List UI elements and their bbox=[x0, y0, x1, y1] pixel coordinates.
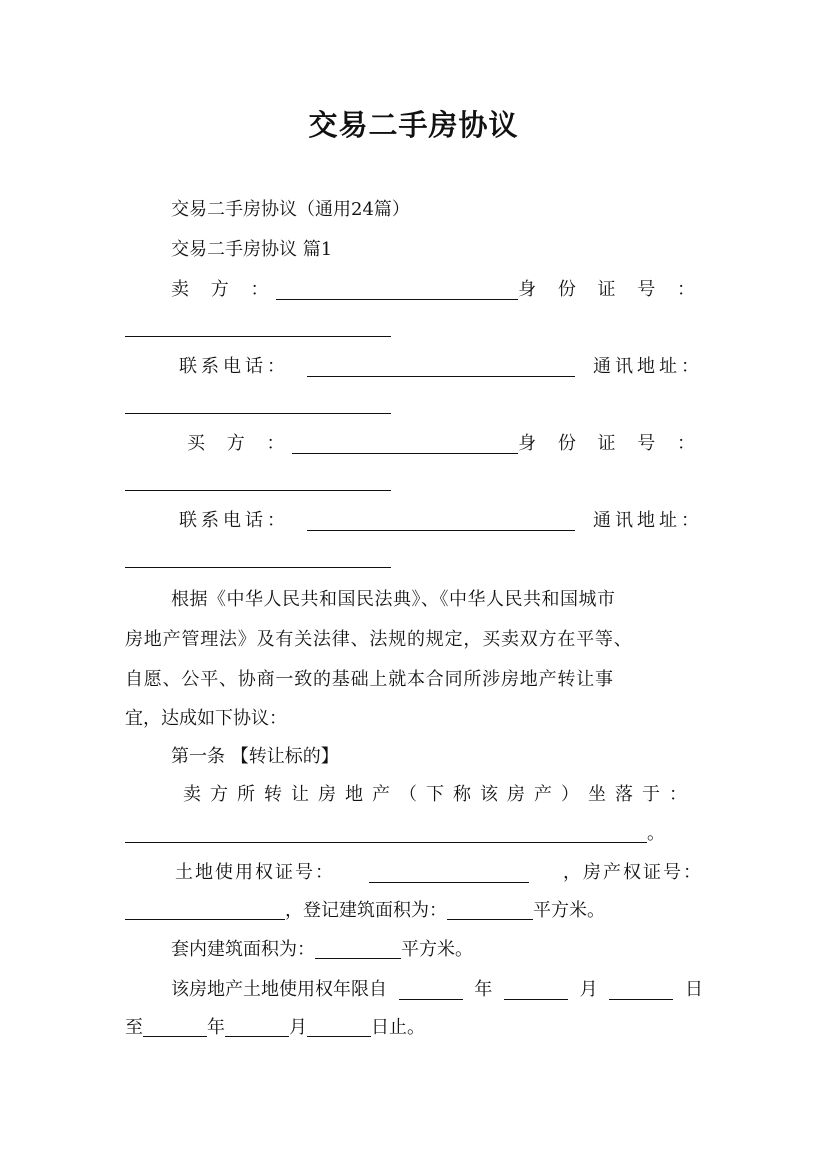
body-paragraph-line: 房地产管理法》及有关法律、法规的规定，买卖双方在平等、 bbox=[125, 629, 633, 650]
seller-phone-blank bbox=[307, 357, 575, 377]
seller-address-label: 通讯地址： bbox=[593, 356, 703, 377]
term-line bbox=[125, 970, 703, 1010]
body-paragraph-line: 宜，达成如下协议： bbox=[125, 708, 287, 729]
body-paragraph-line: 自愿、公平、协商一致的基础上就本合同所涉房地产转让事 bbox=[125, 669, 614, 690]
buyer-label: 买 方 ： bbox=[187, 433, 293, 454]
inner-area-blank bbox=[315, 939, 401, 959]
sqm-unit: 平方米。 bbox=[533, 900, 605, 921]
article-heading: 第一条 【转让标的】 bbox=[171, 746, 339, 767]
location-label: 卖方所转让房地产（下称该房产）坐落于： bbox=[183, 784, 696, 805]
buyer-id-blank bbox=[125, 471, 391, 491]
cert-line bbox=[125, 853, 703, 893]
seller-id-blank bbox=[125, 317, 391, 337]
document-title: 交易二手房协议 bbox=[308, 108, 519, 142]
buyer-line bbox=[125, 424, 703, 464]
buyer-address-line bbox=[125, 539, 703, 579]
term-end-line bbox=[125, 1008, 703, 1048]
document-subtitle: 交易二手房协议（通用24篇） bbox=[171, 199, 410, 220]
inner-area-label: 套内建筑面积为： bbox=[171, 939, 315, 960]
location-end: 。 bbox=[647, 823, 665, 844]
buyer-phone-blank bbox=[307, 511, 575, 531]
day-label: 日 bbox=[684, 979, 703, 1000]
year-label: 年 bbox=[474, 979, 493, 1000]
location-line bbox=[125, 814, 703, 854]
term-end-year-blank bbox=[143, 1017, 207, 1037]
seller-contact-line bbox=[125, 347, 703, 387]
property-cert-blank bbox=[125, 900, 285, 920]
seller-address-blank bbox=[125, 394, 391, 414]
buyer-id-label: 身 份 证 号 ： bbox=[518, 433, 703, 454]
term-end-month-blank bbox=[225, 1017, 289, 1037]
land-cert-blank bbox=[369, 863, 529, 883]
year-label: 年 bbox=[207, 1017, 225, 1038]
property-cert-label: ，房产权证号： bbox=[563, 862, 703, 883]
body-paragraph-line: 根据《中华人民共和国民法典》、《中华人民共和国城市 bbox=[171, 589, 616, 610]
inner-area-line bbox=[125, 930, 749, 970]
seller-line bbox=[125, 270, 703, 310]
area-line bbox=[125, 891, 703, 931]
buyer-address-blank bbox=[125, 548, 391, 568]
term-start-month-blank bbox=[504, 980, 568, 1000]
seller-name-blank bbox=[276, 280, 518, 300]
term-start-day-blank bbox=[609, 980, 673, 1000]
section-heading: 交易二手房协议 篇1 bbox=[171, 239, 333, 260]
reg-area-blank bbox=[447, 900, 533, 920]
buyer-contact-line bbox=[125, 501, 703, 541]
buyer-address-label: 通讯地址： bbox=[593, 510, 703, 531]
reg-area-label: ，登记建筑面积为： bbox=[285, 900, 447, 921]
seller-id-line bbox=[125, 308, 703, 348]
month-label: 月 bbox=[579, 979, 598, 1000]
to-label: 至 bbox=[125, 1017, 143, 1038]
buyer-phone-label: 联系电话： bbox=[179, 510, 289, 531]
land-cert-label: 土地使用权证号： bbox=[175, 862, 335, 883]
seller-phone-label: 联系电话： bbox=[179, 356, 289, 377]
day-end-label: 日止。 bbox=[371, 1017, 425, 1038]
seller-label: 卖 方 ： bbox=[171, 279, 277, 300]
sqm-unit: 平方米。 bbox=[401, 939, 473, 960]
month-label: 月 bbox=[289, 1017, 307, 1038]
seller-address-line bbox=[125, 385, 703, 425]
buyer-name-blank bbox=[292, 434, 518, 454]
buyer-id-line bbox=[125, 462, 703, 502]
term-start-year-blank bbox=[399, 980, 463, 1000]
term-label: 该房地产土地使用权年限自 bbox=[171, 979, 387, 1000]
term-end-day-blank bbox=[307, 1017, 371, 1037]
location-blank bbox=[125, 823, 647, 843]
seller-id-label: 身 份 证 号 ： bbox=[518, 279, 703, 300]
